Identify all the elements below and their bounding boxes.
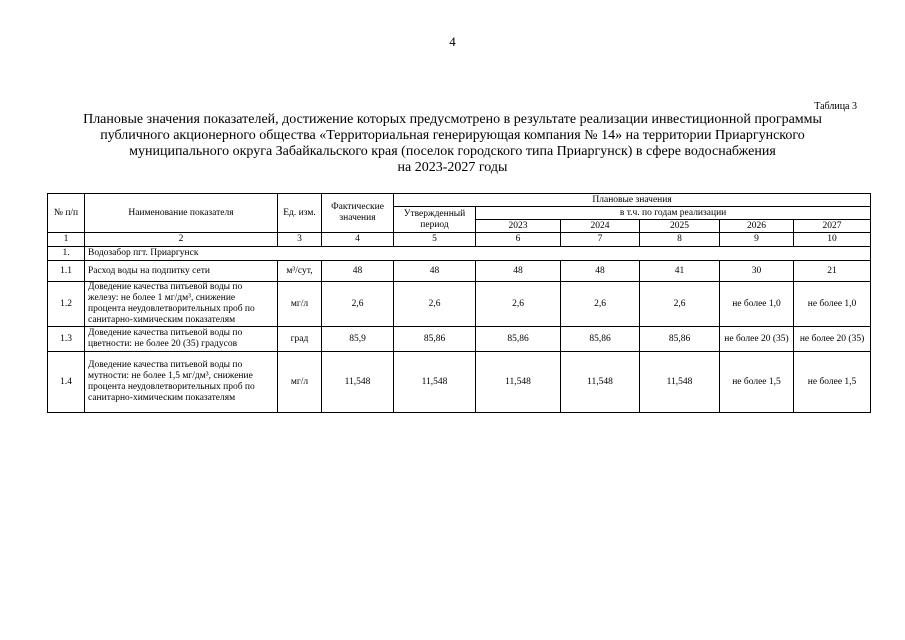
row-approved: 48 [394, 261, 476, 282]
row-value: не более 1,5 [720, 352, 794, 413]
row-approved: 11,548 [394, 352, 476, 413]
row-value: не более 20 (35) [794, 327, 871, 352]
row-num: 1.1 [48, 261, 85, 282]
indicators-table [47, 193, 871, 413]
title-line: публичного акционерного общества «Территориальная генерирующая компания № 14» на территории Приаргунского [100, 128, 805, 143]
row-value: не более 20 (35) [720, 327, 794, 352]
header-year: 2023 [476, 220, 561, 233]
row-name: Доведение качества питьевой воды по цветности: не более 20 (35) градусов [85, 327, 278, 352]
row-unit: град [278, 327, 322, 352]
row-name: Расход воды на подпитку сети [85, 261, 278, 282]
column-number: 6 [476, 233, 561, 247]
header-row [48, 194, 871, 207]
row-value: не более 1,0 [794, 282, 871, 327]
row-value: 2,6 [476, 282, 561, 327]
table-label: Таблица 3 [814, 101, 857, 112]
row-num: 1.2 [48, 282, 85, 327]
row-actual: 85,9 [322, 327, 394, 352]
column-number: 10 [794, 233, 871, 247]
row-value: 41 [640, 261, 720, 282]
table-row [48, 352, 871, 413]
header-approved: Утвержденный период [394, 207, 476, 233]
title-line: на 2023-2027 годы [397, 160, 508, 175]
row-value: 48 [476, 261, 561, 282]
column-number: 9 [720, 233, 794, 247]
row-num: 1.4 [48, 352, 85, 413]
row-name: Доведение качества питьевой воды по мутности: не более 1,5 мг/дм³, снижение процента неудовлетворительных проб по санитарно-химическим показателям [85, 352, 278, 413]
row-value: 2,6 [640, 282, 720, 327]
header-year: 2027 [794, 220, 871, 233]
header-actual: Фактические значения [322, 194, 394, 233]
column-number: 2 [85, 233, 278, 247]
row-unit: м³/сут, [278, 261, 322, 282]
header-planned: Плановые значения [394, 194, 871, 207]
table-row [48, 261, 871, 282]
row-value: 85,86 [561, 327, 640, 352]
row-unit: мг/л [278, 282, 322, 327]
section-name: Водозабор пгт. Приаргунск [85, 247, 871, 261]
title-line: Плановые значения показателей, достижение которых предусмотрено в результате реализации инвестиционной программы [83, 112, 822, 127]
column-number: 7 [561, 233, 640, 247]
table-row [48, 282, 871, 327]
row-num: 1.3 [48, 327, 85, 352]
row-value: 11,548 [561, 352, 640, 413]
section-num: 1. [48, 247, 85, 261]
row-actual: 11,548 [322, 352, 394, 413]
row-value: не более 1,0 [720, 282, 794, 327]
header-year: 2026 [720, 220, 794, 233]
header-num: № п/п [48, 194, 85, 233]
table-row [48, 327, 871, 352]
header-name: Наименование показателя [85, 194, 278, 233]
column-number: 5 [394, 233, 476, 247]
column-number: 4 [322, 233, 394, 247]
row-value: 48 [561, 261, 640, 282]
row-actual: 2,6 [322, 282, 394, 327]
row-value: 2,6 [561, 282, 640, 327]
row-value: 11,548 [476, 352, 561, 413]
page-number: 4 [449, 34, 456, 49]
row-unit: мг/л [278, 352, 322, 413]
header-year: 2024 [561, 220, 640, 233]
column-number: 3 [278, 233, 322, 247]
row-actual: 48 [322, 261, 394, 282]
row-value: 21 [794, 261, 871, 282]
row-value: 30 [720, 261, 794, 282]
title-line: муниципального округа Забайкальского края (поселок городского типа Приаргунск) в сфере водоснабжения [129, 144, 776, 159]
row-value: 11,548 [640, 352, 720, 413]
column-number: 8 [640, 233, 720, 247]
column-number: 1 [48, 233, 85, 247]
header-unit: Ед. изм. [278, 194, 322, 233]
section-row [48, 247, 871, 261]
row-value: 85,86 [640, 327, 720, 352]
header-by-years: в т.ч. по годам реализации [476, 207, 871, 220]
row-approved: 85,86 [394, 327, 476, 352]
row-value: 85,86 [476, 327, 561, 352]
row-approved: 2,6 [394, 282, 476, 327]
column-number-row [48, 233, 871, 247]
header-year: 2025 [640, 220, 720, 233]
document-title [60, 112, 845, 176]
row-name: Доведение качества питьевой воды по железу: не более 1 мг/дм³, снижение процента неудовлетворительных проб по санитарно-химическим показателям [85, 282, 278, 327]
row-value: не более 1,5 [794, 352, 871, 413]
